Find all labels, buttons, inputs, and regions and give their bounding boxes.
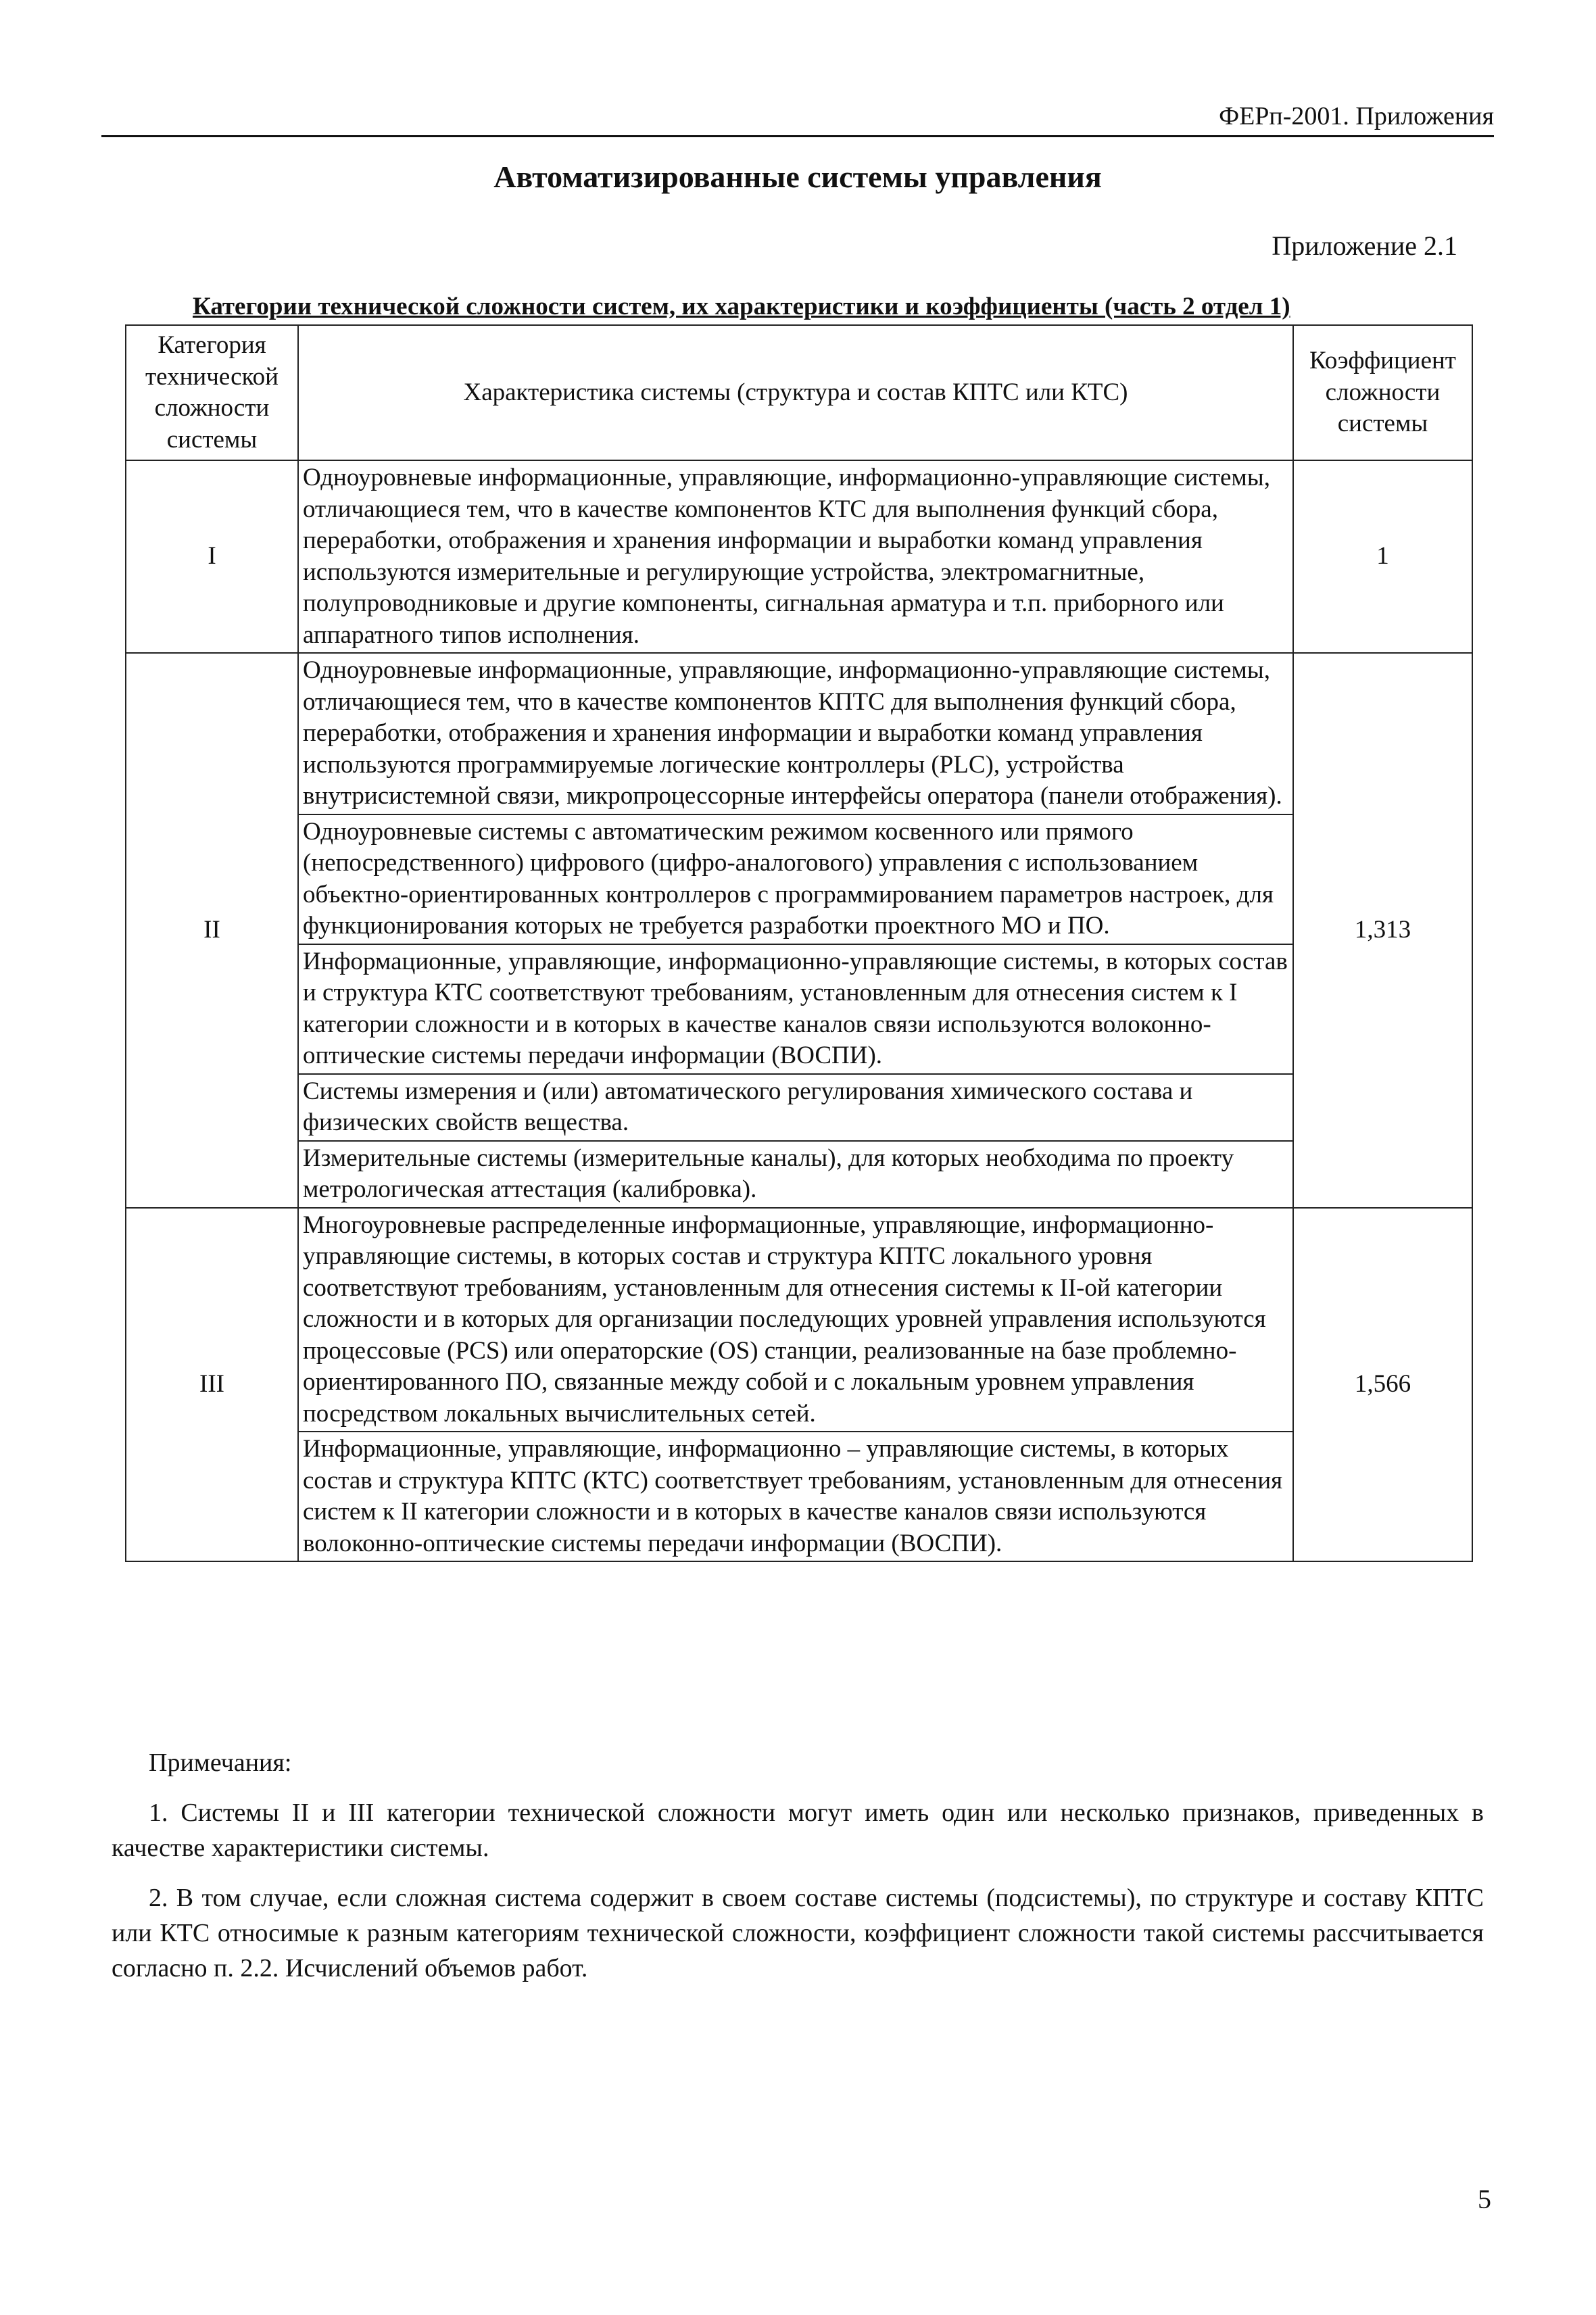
category-cell: I [126,460,298,653]
table-row [126,944,1472,1074]
table-row [126,1141,1472,1208]
description-cell: Измерительные системы (измерительные каналы), для которых необходима по проекту метрологическая аттестация (калибровка). [298,1141,1293,1208]
page-number: 5 [1478,2184,1491,2214]
description-cell: Информационные, управляющие, информационно-управляющие системы, в которых состав и структура КТС соответствуют требованиям, установленным для отнесения систем к I категории сложности и в которых в качестве каналов связи используются волоконно-оптические системы передачи информации (ВОСПИ). [298,944,1293,1074]
complexity-table [125,324,1473,1562]
appendix-label: Приложение 2.1 [1272,230,1457,261]
category-cell: III [126,1208,298,1562]
table-row [126,1432,1472,1561]
notes-title: Примечания: [149,1749,292,1777]
table-row [126,653,1472,814]
coefficient-cell: 1,313 [1293,653,1472,1208]
category-cell: II [126,653,298,1208]
header-category: Категория технической сложности системы [126,325,298,460]
description-cell: Информационные, управляющие, информационно – управляющие системы, в которых состав и структура КПТС (КТС) соответствует требованиям, установленным для отнесения систем к II категории сложности и в которых в качестве каналов связи используются волоконно-оптические системы передачи информации (ВОСПИ). [298,1432,1293,1561]
page-title: Автоматизированные системы управления [493,160,1102,194]
description-cell: Одноуровневые информационные, управляющие, информационно-управляющие системы, отличающиеся тем, что в качестве компонентов КПТС для выполнения функций сбора, переработки, отображения и хранения информации и выработки команд управления используются программируемые логические контроллеры (PLC), устройства внутрисистемной связи, микропроцессорные интерфейсы оператора (панели отображения). [298,653,1293,814]
coefficient-cell: 1,566 [1293,1208,1472,1562]
description-cell: Системы измерения и (или) автоматического регулирования химического состава и физических свойств вещества. [298,1074,1293,1141]
table-row [126,460,1472,653]
header-coefficient: Коэффициент сложности системы [1293,325,1472,460]
table-header-row [126,325,1472,460]
notes-section [112,1745,1484,2001]
table-caption: Категории технической сложности систем, их характеристики и коэффициенты (часть 2 отдел 1) [193,293,1290,320]
table-row [126,814,1472,944]
description-cell: Одноуровневые информационные, управляющие, информационно-управляющие системы, отличающиеся тем, что в качестве компонентов КТС для выполнения функций сбора, переработки, отображения и хранения информации и выработки команд управления используются измерительные и регулирующие устройства, электромагнитные, полупроводниковые и другие компоненты, сигнальная арматура и т.п. приборного или аппаратного типов исполнения. [298,460,1293,653]
header-description: Характеристика системы (структура и состав КПТС или КТС) [298,325,1293,460]
note-item: 1. Системы II и III категории технической сложности могут иметь один или несколько признаков, приведенных в качестве характеристики системы. [112,1799,1484,1862]
note-item: 2. В том случае, если сложная система содержит в своем составе системы (подсистемы), по структуре и составу КПТС или КТС относимые к разным категориям технической сложности, коэффициент сложности такой системы рассчитывается согласно п. 2.2. Исчислений объемов работ. [112,1884,1484,1982]
table-row [126,1208,1472,1432]
description-cell: Одноуровневые системы с автоматическим режимом косвенного или прямого (непосредственного) цифрового (цифро-аналогового) управления с использованием объектно-ориентированных контроллеров с программированием параметров настроек, для функционирования которых не требуется разработки проектного МО и ПО. [298,814,1293,944]
running-header: ФЕРп-2001. Приложения [101,101,1494,137]
table-row [126,1074,1472,1141]
coefficient-cell: 1 [1293,460,1472,653]
description-cell: Многоуровневые распределенные информационные, управляющие, информационно-управляющие системы, в которых состав и структура КПТС локального уровня соответствуют требованиям, установленным для отнесения системы к II-ой категории сложности и в которых для организации последующих уровней управления используются процессовые (PCS) или операторские (OS) станции, реализованные на базе проблемно-ориентированного ПО, связанные между собой и с локальным уровнем управления посредством локальных вычислительных сетей. [298,1208,1293,1432]
